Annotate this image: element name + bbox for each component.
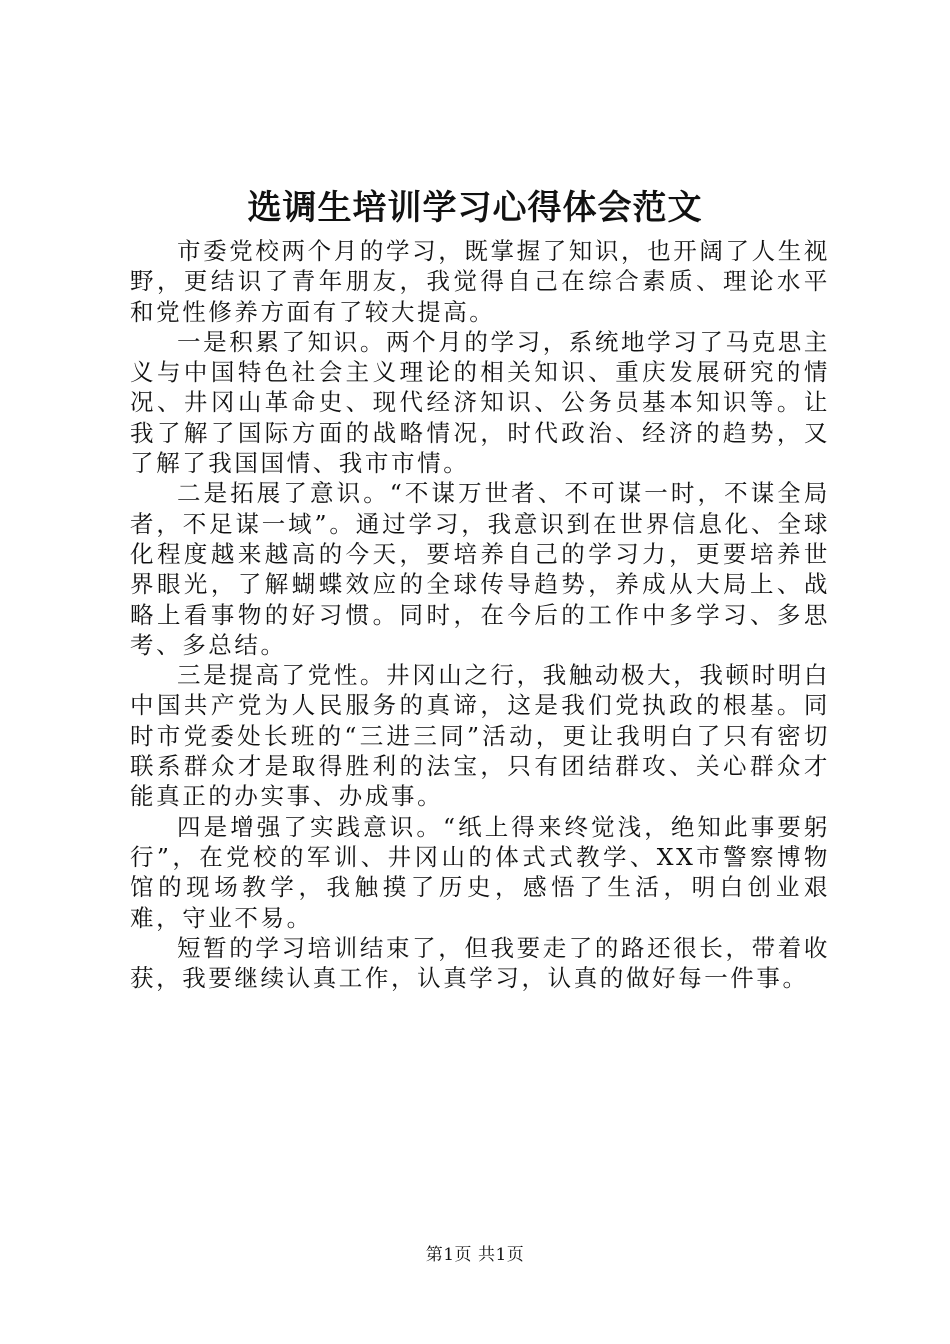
paragraph-awareness: 二是拓展了意识。“不谋万世者、不可谋一时，不谋全局者，不足谋一域”。通过学习，我意识到在世界信息化、全球化程度越来越高的今天，要培养自己的学习力，更要培养世界眼光，了解蝴蝶效应的全球传导趋势，养成从大局上、战略上看事物的好习惯。同时，在今后的工作中多学习、多思考、多总结。 [130,479,830,659]
document-title: 选调生培训学习心得体会范文 [247,188,703,228]
paragraph-practice: 四是增强了实践意识。“纸上得来终觉浅，绝知此事要躬行”，在党校的军训、井冈山的体式式教学、XX市警察博物馆的现场教学，我触摸了历史，感悟了生活，明白创业艰难，守业不易。 [130,812,830,932]
paragraph-conclusion: 短暂的学习培训结束了，但我要走了的路还很长，带着收获，我要继续认真工作，认真学习，认真的做好每一件事。 [130,933,830,993]
paragraph-party-spirit: 三是提高了党性。井冈山之行，我触动极大，我顿时明白中国共产党为人民服务的真谛，这是我们党执政的根基。同时市党委处长班的“三进三同”活动，更让我明白了只有密切联系群众才是取得胜利的法宝，只有团结群攻、关心群众才能真正的办实事、办成事。 [130,661,830,811]
paragraph-knowledge: 一是积累了知识。两个月的学习，系统地学习了马克思主义与中国特色社会主义理论的相关知识、重庆发展研究的情况、井冈山革命史、现代经济知识、公务员基本知识等。让我了解了国际方面的战略情况，时代政治、经济的趋势，又了解了我国国情、我市市情。 [130,327,830,478]
page-footer: 第1页 共1页 [425,1245,525,1265]
paragraph-intro: 市委党校两个月的学习，既掌握了知识，也开阔了人生视野，更结识了青年朋友，我觉得自己在综合素质、理论水平和党性修养方面有了较大提高。 [130,237,830,326]
document-body [130,236,830,993]
